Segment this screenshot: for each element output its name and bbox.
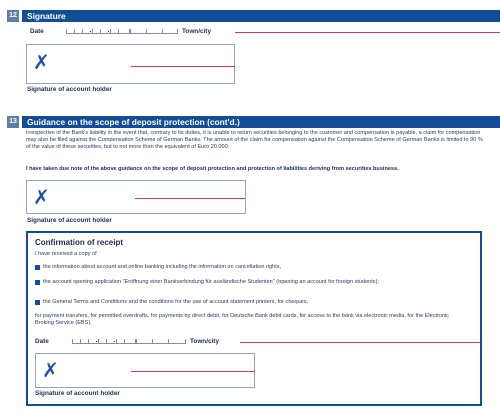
confirmation-date-label: Date: [35, 338, 49, 345]
bullet-square-icon: [35, 300, 40, 305]
guidance-signature-line[interactable]: [135, 198, 245, 199]
section-number-guidance: 13: [7, 116, 19, 128]
confirmation-signature-cross-icon: ✗: [42, 358, 59, 382]
confirmation-town-field[interactable]: [240, 342, 480, 343]
section-header-guidance: Guidance on the scope of deposit protection (cont'd.): [22, 116, 500, 128]
guidance-account-holder-label: Signature of account holder: [27, 217, 112, 224]
confirmation-date-field[interactable]: [72, 335, 136, 344]
confirmation-date-field-tail[interactable]: [136, 335, 186, 344]
account-holder-label: Signature of account holder: [27, 86, 112, 93]
confirmation-title: Confirmation of receipt: [35, 238, 124, 247]
guidance-paragraph: Irrespective of the Bank's liability in the event that, contrary to its duties, it is unable to return securities belonging to the customer and compensation is payable, a claim for compensation may also be filed against the Compensation Scheme of German Banks. The amount of the claim for compensation against the Compensation Scheme of German Banks is limited to 90 % of the value of these securities, but to not more than the equivalent of Euro 20.000.: [26, 130, 483, 151]
confirmation-account-holder-label: Signature of account holder: [35, 390, 120, 397]
town-field[interactable]: [235, 32, 500, 33]
signature-box[interactable]: [26, 44, 235, 84]
confirmation-continuation: for payment transfers, for permitted overdrafts, for payments by direct debit, for Deutsche Bank debit cards, for access to the bank via electronic media, for the Electronic Broking Service (EBS).: [35, 313, 450, 327]
confirmation-item: the information about account and online banking including the information on cancellation rights,: [43, 264, 282, 270]
guidance-signature-cross-icon: ✗: [33, 185, 50, 209]
bullet-square-icon: [35, 265, 40, 270]
date-label: Date: [30, 28, 44, 35]
date-field[interactable]: [66, 25, 130, 34]
signature-cross-icon: ✗: [33, 50, 50, 74]
confirmation-item: the General Terms and Conditions and the conditions for the use of account statement printers, for cheques,: [43, 299, 309, 305]
town-label: Town/city: [182, 28, 211, 35]
confirmation-intro: I have received a copy of: [35, 251, 97, 257]
confirmation-item: the account opening application "Eröffnung einer Bankverbindung für ausländische Studenten" (opening an account for foreign students);: [43, 279, 379, 285]
bullet-square-icon: [35, 280, 40, 285]
confirmation-signature-line[interactable]: [131, 371, 255, 372]
signature-line[interactable]: [131, 66, 235, 67]
date-field-tail[interactable]: [130, 25, 178, 34]
guidance-signature-box[interactable]: [26, 180, 246, 214]
guidance-acknowledgement: I have taken due note of the above guidance on the scope of deposit protection and protection of liabilities deriving from securities business.: [26, 166, 399, 172]
confirmation-town-label: Town/city: [190, 338, 219, 345]
section-number-signature: 12: [7, 10, 19, 22]
section-header-signature: Signature: [22, 10, 500, 22]
